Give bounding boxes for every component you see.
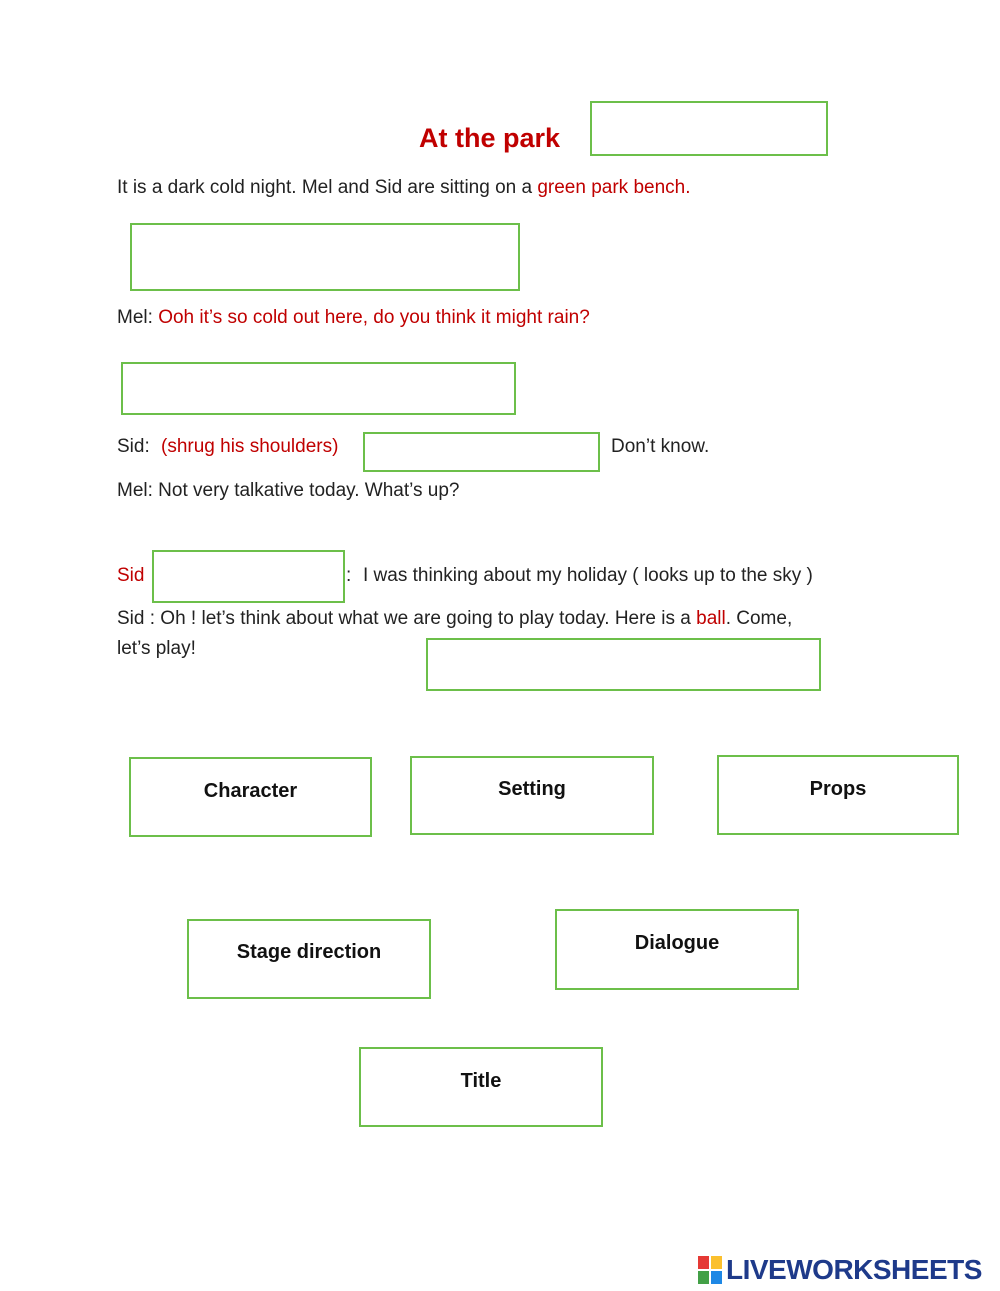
narration-line — [117, 176, 691, 200]
label-setting-text: Setting — [498, 778, 566, 800]
drop-zone-props[interactable] — [426, 638, 821, 691]
sid-character-name: Sid — [117, 565, 145, 586]
sid-colon: : — [346, 565, 352, 586]
mel-dialogue-line — [117, 306, 590, 330]
sid-play-text: Sid : Oh ! let’s think about what we are going to play today. Here is a — [117, 608, 697, 629]
drop-zone-title[interactable] — [590, 101, 828, 156]
drop-zone-character[interactable] — [152, 550, 345, 603]
worksheet-title: At the park — [419, 123, 561, 153]
speaker-mel: Mel: — [117, 307, 159, 328]
drag-label-dialogue[interactable] — [555, 909, 799, 990]
liveworksheets-logo-icon — [698, 1256, 722, 1284]
drag-label-props[interactable] — [717, 755, 959, 835]
sid-speaker: Sid: — [117, 436, 150, 457]
drop-zone-setting[interactable] — [130, 223, 520, 291]
drag-label-stage-direction[interactable] — [187, 919, 431, 999]
mel-question-line: Mel: Not very talkative today. What’s up? — [117, 480, 460, 501]
liveworksheets-logo-text: LIVEWORKSHEETS — [726, 1254, 982, 1285]
sid-play-line — [117, 607, 792, 631]
setting-highlight: green park bench. — [537, 177, 691, 198]
sid-play-text-end: . Come, — [725, 608, 793, 629]
mel-speech: Ooh it’s so cold out here, do you think it might rain? — [158, 307, 590, 328]
label-title-text: Title — [460, 1070, 502, 1092]
narration-text: It is a dark cold night. Mel and Sid are sitting on a — [117, 177, 538, 198]
sid-stage-direction: (shrug his shoulders) — [161, 436, 339, 457]
drop-zone-stage-direction[interactable] — [363, 432, 600, 472]
label-stage-direction-text: Stage direction — [236, 941, 382, 963]
liveworksheets-logo — [698, 1256, 982, 1284]
sid-speech: Don’t know. — [611, 436, 710, 457]
drop-zone-dialogue[interactable] — [121, 362, 516, 415]
sid-holiday-speech: I was thinking about my holiday ( looks up to the sky ) — [363, 565, 813, 586]
props-highlight: ball — [696, 608, 726, 629]
drag-label-setting[interactable] — [410, 756, 654, 835]
sid-play-line-continued: let’s play! — [117, 638, 196, 659]
label-props-text: Props — [809, 778, 867, 800]
label-dialogue-text: Dialogue — [634, 932, 720, 954]
drag-label-title[interactable] — [359, 1047, 603, 1127]
label-character-text: Character — [203, 780, 298, 802]
drag-label-character[interactable] — [129, 757, 372, 837]
